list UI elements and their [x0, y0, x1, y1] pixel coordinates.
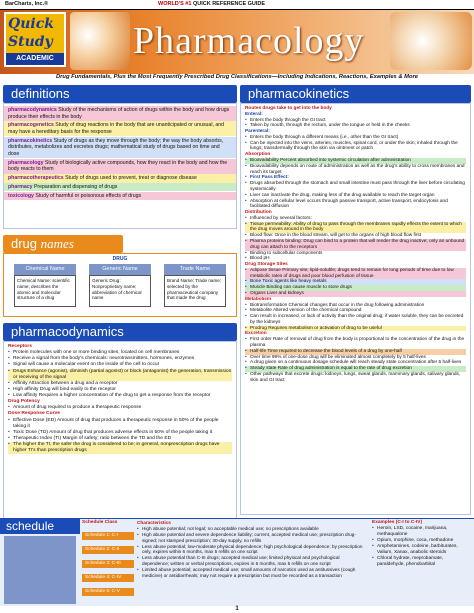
example-item: • Heroin, LSD, cocaine, marijuana, methaqualone — [372, 526, 472, 538]
pk-list — [245, 158, 466, 210]
definition-term: pharmacotherapeutics — [8, 175, 64, 182]
drug-name-text: Chemical Name: scientific name; describes the atomic and molecular structure of a drug — [14, 275, 76, 307]
characteristic-item: • High abuse potential and severe dependence liability; current, accepted medical use; prescription drug-signed; not stamped prescription; 30-day supply, no refills — [137, 532, 367, 544]
definitions-heading — [3, 85, 237, 103]
definitions-heading-text: definitions — [11, 86, 70, 101]
definition-item — [4, 121, 236, 136]
characteristic-item: • Less abuse potential than C-III drugs; accepted medical use; limited physical and psychological dependence; written or verbal prescriptions, expires in 6 months, max 5 refills on one script — [137, 555, 367, 567]
pk-line: • Biotransformation Chemical changes that occur in the drug following administration — [245, 303, 466, 309]
definition-text: Study of biologically active compounds, how they react in the body and how the body reacts to them — [8, 159, 228, 173]
pk-line: • Other pathways that excrete drugs: kidneys, lungs, sweat glands, mammary glands, salivary glands, skin and GI tract — [245, 372, 466, 384]
pk-list — [245, 268, 466, 297]
pk-list — [245, 118, 466, 130]
pharmacokinetics-box — [240, 103, 471, 515]
receptor-item: • Signal will cause a molecular event on the inside of the cell to occur — [8, 362, 232, 368]
guide-tagline — [158, 1, 265, 8]
definition-term: pharmacology — [8, 159, 44, 166]
definitions-box — [3, 103, 237, 229]
pk-line: • Blood pH — [245, 256, 466, 262]
pk-line: • A drug given on a continuous dosage schedule will reach steady state concentration after 5 half-lives — [245, 360, 466, 366]
schedule-class-label: Schedule Class — [82, 520, 118, 525]
pk-list — [245, 303, 466, 332]
drug-names-heading-b: names — [40, 236, 74, 251]
receptors-list — [8, 350, 232, 399]
pk-line: • Influenced by several factors: — [245, 216, 466, 222]
drug-name-column — [164, 264, 226, 307]
pk-line: • Liver can inactivate the drug, making less of the drug available to reach the target organ — [245, 193, 466, 199]
pk-line: • Binding to subcellular components — [245, 251, 466, 257]
left-column — [3, 85, 237, 531]
potency-item: • Amount of drug required to produce a therapeutic response — [8, 405, 232, 411]
example-item: • Chloral hydrate, meprobamate, paraldehyde, phenobarbital — [372, 556, 472, 568]
pk-line: • Enters the body through the GI tract — [245, 118, 466, 124]
capsules-image — [390, 12, 472, 70]
schedule-heading-a: schedule — [6, 519, 55, 533]
pharmacist-photo — [4, 536, 76, 604]
drug-name-column — [89, 264, 151, 307]
definition-text: Study of drug reactions in the body that are unanticipated or unusual, and may have a hereditary basis for the response — [8, 122, 225, 135]
dose-list — [8, 418, 232, 455]
pk-subtitle: Excretion — [245, 331, 267, 337]
schedule-class-item: Schedule 4: C-IV — [82, 574, 134, 582]
receptor-item: • Receive a signal from the body's chemicals: neurotransmitters, hormones, enzymes — [8, 356, 232, 362]
drug-names-heading — [3, 235, 123, 253]
dose-item: • Therapeutic Index (TI) Margin of safety; ratio between the TD and the ED — [8, 436, 232, 442]
guide-prefix: WORLD'S #1 — [158, 1, 192, 7]
receptor-item: • Low affinity Requires a higher concentration of the drug to get a response from the receptor — [8, 393, 232, 399]
quickstudy-logo — [4, 12, 66, 67]
pk-list — [245, 337, 466, 383]
pk-list — [245, 135, 466, 152]
pk-line: • Blood flow: Once in the blood stream, will get to the organs of high blood flow first — [245, 233, 466, 239]
pk-line: • Prodrug Requires metabolism or activation of drug to be useful — [245, 326, 466, 332]
pk-line: • Adipose tissue Primary site; lipid-soluble; drugs tend to remain for long periods of time due to low metabolic rates of drugs and poor blood perfusion of tissue — [245, 268, 466, 280]
logo-study: Study — [8, 34, 53, 50]
dose-item: • Effective Dose (ED) Amount of drug that produces a therapeutic response in 50% of the people taking it — [8, 418, 232, 430]
pk-line: • Bioavailability depends on route of administration as well as the drug's ability to cross membranes and reach its target — [245, 164, 466, 176]
characteristics-list — [137, 526, 367, 579]
schedule-class-item: Schedule 3: C-III — [82, 560, 134, 568]
right-column — [240, 85, 471, 515]
receptor-item: • Drugs Enhance (agonist), diminish (partial agonist) or block (antagonist) the generation, transmission or receiving of the signal — [8, 369, 232, 381]
pk-line: • Drugs absorbed through the stomach and small intestine must pass through the liver before circulating systemically — [245, 181, 466, 193]
definition-term: pharmacokinetics — [8, 137, 53, 144]
schedule-class-item: Schedule 5: C-V — [82, 588, 134, 596]
definition-text: Study of drugs used to prevent, treat or diagnose disease — [65, 175, 197, 182]
dose-title: Dose Response Curve — [8, 411, 60, 417]
receptor-item: • Affinity Attraction between a drug and a receptor — [8, 381, 232, 387]
receptors-title: Receptors — [8, 344, 32, 349]
pk-line: • Tissue permeability: Ability of drug to pass through the membranes rapidly effects the extent to which the drug moves around in the body — [245, 222, 466, 234]
potency-title: Drug Potency — [8, 399, 40, 405]
pharmacokinetics-heading — [240, 85, 471, 103]
routes-title: Routes drugs take to get into the body — [245, 106, 332, 111]
pk-line: • First Pass Effect: — [245, 175, 466, 181]
receptor-item: • Protein molecules with one or more binding sites, located on cell membranes — [8, 350, 232, 356]
definition-item — [4, 106, 236, 121]
pk-line: • First order Rate of removal of drug from the body is proportional to the concentration of the drug in the plasma — [245, 337, 466, 349]
pk-subtitle: Distribution — [245, 210, 272, 216]
receptor-item: • High affinity Drug will bind easily to the receptor — [8, 387, 232, 393]
definition-term: pharmacogenetics — [8, 122, 54, 129]
potency-list — [8, 405, 232, 411]
pk-line: • Half-life Time required to decrease the blood levels of a drug by one-half — [245, 349, 466, 355]
drug-name-column — [14, 264, 76, 307]
schedule-characteristics-label: Characteristics — [137, 520, 171, 525]
pk-list — [245, 216, 466, 262]
publisher-name: BarCharts, Inc.® — [5, 1, 49, 7]
schedule-class-item: Schedule 1: C-I — [82, 532, 134, 540]
drug-names-box — [3, 253, 237, 317]
definition-text: Study of drugs as they move through the body; the way the body absorbs, distributes, metabolizes and excretes drugs; mathematical study of drugs based on time and dose — [8, 137, 224, 157]
pharmacokinetics-heading-text: pharmacokinetics — [248, 86, 350, 101]
pk-line: • Can be injected into the veins, arteries, muscles, spinal cord, or under the skin; inhaled through the lungs; transdermally through the skin via ointment or patch — [245, 141, 466, 153]
definition-text: Study of the mechanisms of action of drugs within the body and how drugs produce their effects in the body — [8, 107, 230, 120]
pills-image — [70, 12, 130, 70]
drug-name-text: Generic Drug: Nonproprietary name; abbreviation of chemical name — [89, 275, 151, 307]
top-bar — [0, 0, 474, 10]
drug-name-header: Chemical Name — [14, 264, 76, 275]
pk-subtitle: Drug Storage Sites — [245, 262, 288, 268]
definition-term: pharmacodynamics — [8, 107, 57, 113]
logo-academic: ACADEMIC — [6, 53, 64, 65]
pk-line: Enteral: — [245, 111, 263, 117]
definition-item — [4, 192, 236, 201]
drug-name-text: Brand Name: Trade name; selected by the pharmaceutical company that made the drug — [164, 275, 226, 307]
pk-line: • Organs Liver and kidneys — [245, 291, 466, 297]
logo-quick: Quick — [8, 16, 54, 32]
drug-name-header: Trade Name — [164, 264, 226, 275]
definition-term: pharmacy — [8, 183, 33, 190]
schedule-characteristics-column — [137, 520, 367, 579]
characteristic-item: • Limited abuse potential; accepted medical use; small amounts of narcotics used as antitussives (cough medicine) or antidiarrheals; may not require a prescription but must be recorded as a transaction — [137, 567, 367, 579]
drug-names-heading-a: drug — [11, 236, 38, 251]
schedule-class-column — [82, 520, 134, 602]
definition-item — [4, 137, 236, 159]
guide-suffix: QUICK REFERENCE GUIDE — [192, 1, 266, 7]
pk-subtitle: Metabolism — [245, 296, 272, 302]
page-number: 1 — [235, 606, 239, 612]
drug-names-table — [4, 264, 236, 307]
characteristic-item: • High abuse potential; not legal; no acceptable medical use; no prescriptions available — [137, 526, 367, 532]
definition-text: Preparation and dispensing of drugs — [33, 183, 118, 190]
schedule-heading — [0, 518, 80, 534]
pk-subtitle: Absorption — [245, 152, 271, 158]
dose-item: • The higher the TI, the safer the drug is considered to be; in general, nonprescription drugs have higher TI's than prescription drugs — [8, 442, 232, 454]
pk-line: • Bioavailability Percent absorbed into systemic circulation after administration — [245, 158, 466, 164]
drug-center-label: DRUG — [112, 256, 128, 262]
definition-item — [4, 174, 236, 183]
schedule-examples-label: Examples (C-I to C-IV) — [372, 520, 423, 525]
characteristic-item: • Less abuse potential; low-moderate physical dependence; high psychological dependence; by prescription only, expires within 6 months, max 5 refills on one script — [137, 544, 367, 556]
example-item: • Amphetamines, codeine, barbiturates, Valium, Xanax, anabolic steroids — [372, 544, 472, 556]
pk-line: • Metabolite Altered version of the chemical compound — [245, 308, 466, 314]
pk-line: • Over time 99% of one-dose drug will be eliminated almost completely by 5 half-lives — [245, 355, 466, 361]
definition-item — [4, 183, 236, 192]
pk-line: • Taken by mouth, through the rectum, under the tongue or held in the cheeks — [245, 123, 466, 129]
page-subtitle: Drug Fundamentals, Plus the Most Frequently Prescribed Drug Classifications—Including Indications, Reactions, Examples & More — [55, 74, 419, 80]
definition-item — [4, 159, 236, 174]
examples-list — [372, 526, 472, 568]
pk-line: • Plasma proteins binding: Drug can bind to a protein that will render the drug inactive; only an unbound drug can attach to the receptors — [245, 239, 466, 251]
pk-line: Parenteral: — [245, 129, 270, 135]
page-title: Pharmacology — [133, 20, 365, 62]
example-item: • Opium, morphine, coca, methadone — [372, 538, 472, 544]
dose-item: • Toxic Dose (TD) Amount of drug that produces adverse effects in 50% of the people taking it — [8, 430, 232, 436]
pk-line: • Enters the body through a different means (i.e., other than the GI tract) — [245, 135, 466, 141]
definition-text: Study of harmful or poisonous effects of drugs — [35, 192, 142, 199]
pharmacodynamics-heading-text: pharmacodynamics — [11, 324, 124, 339]
pk-line: • Muscle Binding can cause muscle to store drugs — [245, 285, 466, 291]
pharmacodynamics-box — [3, 341, 237, 531]
pk-line: • Bone Toxic agents like heavy metals — [245, 279, 466, 285]
pk-line: • Steady state Rate of drug administration is equal to the rate of drug excretion — [245, 366, 466, 372]
pk-line: • Can result in increased, or lack of activity than the original drug; if water soluble, they can be excreted by the kidneys — [245, 314, 466, 326]
schedule-class-item: Schedule 2: C-II — [82, 546, 134, 554]
schedule-examples-column — [372, 520, 472, 568]
drug-name-header: Generic Name — [89, 264, 151, 275]
pk-line: • Absorption at cellular level occurs through passive transport, active transport, endocytosis and facilitated diffusion — [245, 199, 466, 211]
pharmacodynamics-heading — [3, 323, 237, 341]
definition-term: toxicology — [8, 192, 34, 199]
